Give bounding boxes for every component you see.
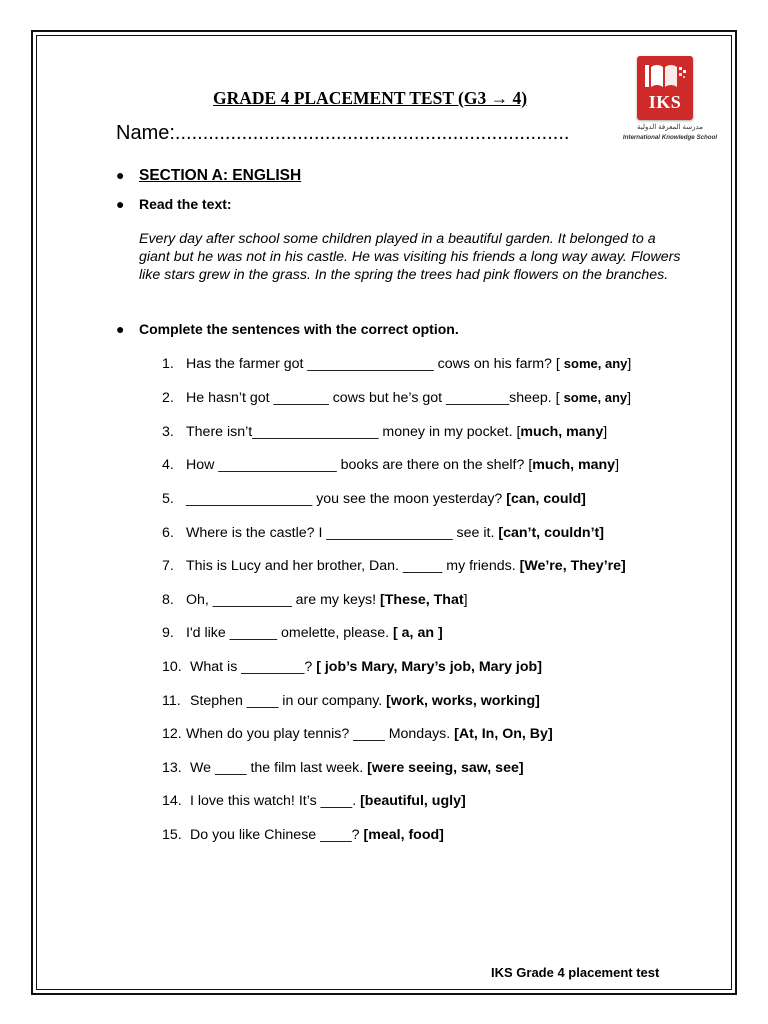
page-title: GRADE 4 PLACEMENT TEST (G3 → 4): [213, 88, 528, 108]
question-item: 4. How _______________ books are there on the shelf? [much, many]: [162, 457, 620, 473]
question-item: 9. I'd like ______ omelette, please. [ a, an ]: [162, 625, 443, 641]
question-item: 12. When do you play tennis? ____ Mondays. [At, In, On, By]: [162, 726, 553, 742]
question-item: 11. Stephen ____ in our company. [work, works, working]: [162, 693, 540, 709]
logo-badge: [637, 56, 693, 120]
question-item: 2. He hasn’t got _______ cows but he’s got ________sheep. [ some, any]: [162, 390, 632, 406]
name-field: Name:.......................................................................: [116, 122, 570, 144]
footer-text: IKS Grade 4 placement test: [491, 965, 660, 980]
question-item: 5. ________________ you see the moon yesterday? [can, could]: [162, 491, 586, 507]
question-item: 3. There isn’t________________ money in my pocket. [much, many]: [162, 424, 608, 440]
question-item: 13. We ____ the film last week. [were seeing, saw, see]: [162, 760, 524, 776]
logo-english-name: International Knowledge School: [622, 134, 718, 141]
logo-text: IKS: [648, 92, 682, 112]
question-item: 6. Where is the castle? I ________________ see it. [can’t, couldn’t]: [162, 525, 604, 541]
reading-passage: Every day after school some children played in a beautiful garden. It belonged to a giant but he was not in his castle. He was visiting his friends a long way away. Flowers like stars grew in the grass. In the spring the trees had pink flowers on the branches.: [139, 231, 681, 283]
question-item: 10. What is ________? [ job’s Mary, Mary’s job, Mary job]: [162, 659, 542, 675]
bullet-icon: ●: [116, 196, 125, 212]
question-item: 8. Oh, __________ are my keys! [These, That]: [162, 592, 468, 608]
question-item: 15. Do you like Chinese ____? [meal, food]: [162, 827, 444, 843]
school-logo: [616, 56, 724, 146]
bullet-icon: ●: [116, 321, 125, 337]
question-item: 1. Has the farmer got ________________ cows on his farm? [ some, any]: [162, 356, 632, 372]
question-item: 14. I love this watch! It’s ____. [beautiful, ugly]: [162, 793, 466, 809]
bullet-icon: ●: [116, 167, 125, 183]
book-icon: [643, 61, 687, 91]
question-item: 7. This is Lucy and her brother, Dan. _____ my friends. [We’re, They’re]: [162, 558, 626, 574]
logo-arabic-name: مدرسة المعرفة الدولية: [637, 124, 703, 131]
